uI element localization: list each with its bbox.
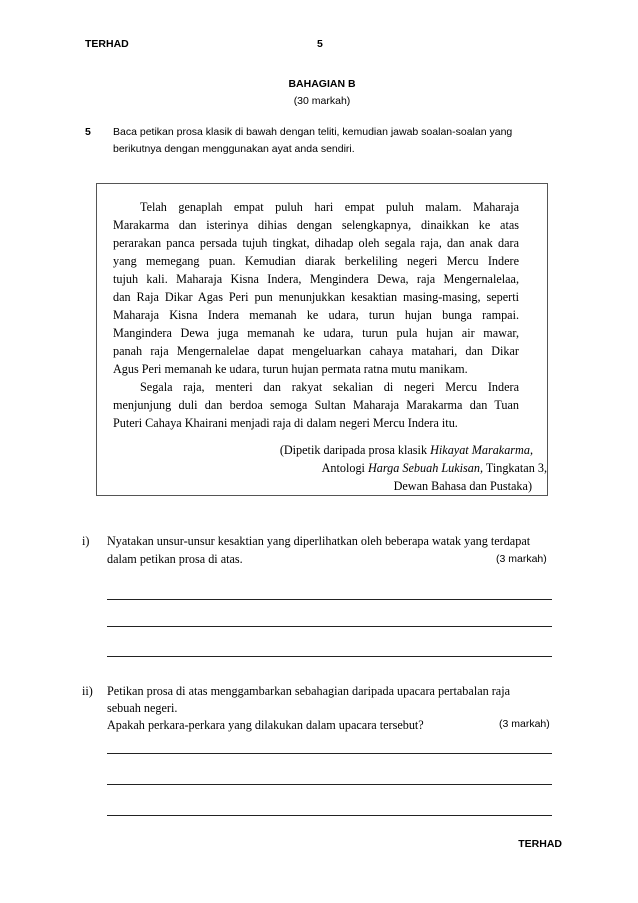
passage-line: Maharaja Kisna Indera memanah ke udara, turun hujan bunga rampai. bbox=[113, 308, 519, 322]
passage-line: Mangindera Dewa juga memanah ke udara, turun pula hujan air mawar, bbox=[113, 326, 519, 340]
section-marks: (30 markah) bbox=[293, 95, 351, 107]
question-instruction-line: Baca petikan prosa klasik di bawah dengan teliti, kemudian jawab soalan-soalan yang bbox=[113, 126, 513, 138]
answer-line[interactable] bbox=[107, 753, 552, 754]
answer-line[interactable] bbox=[107, 784, 552, 785]
page-number: 5 bbox=[317, 38, 323, 50]
subquestion-label: ii) bbox=[82, 684, 93, 698]
answer-line[interactable] bbox=[107, 815, 552, 816]
passage-line: panah raja Mengernalelae dapat mengeluarkan cahaya matahari, dan Dikar bbox=[113, 344, 519, 358]
passage-line: Marakarma dan isterinya dihias dengan selengkapnya, dinaikkan ke atas bbox=[113, 218, 519, 232]
header-classification: TERHAD bbox=[85, 38, 129, 50]
passage-line: Agus Peri memanah ke udara, turun hujan permata ratna mutu manikam. bbox=[113, 362, 468, 376]
subquestion-marks: (3 markah) bbox=[499, 718, 550, 730]
question-instruction-line: berikutnya dengan menggunakan ayat anda sendiri. bbox=[113, 143, 355, 155]
passage-line: tujuh kali. Maharaja Kisna Indera, Mengindera Dewa, raja Mengernalelaa, bbox=[113, 272, 519, 286]
source-title: Harga Sebuah Lukisan, bbox=[368, 461, 483, 475]
subquestion-marks: (3 markah) bbox=[496, 553, 547, 565]
source-title: Hikayat Marakarma, bbox=[430, 443, 533, 457]
subquestion-label: i) bbox=[82, 534, 90, 548]
passage-line: dan Raja Dikar Agas Peri pun menunjukkan kesaktian masing-masing, seperti bbox=[113, 290, 519, 304]
answer-line[interactable] bbox=[107, 599, 552, 600]
passage-line: yang memegang puan. Kemudian diarak berkeliling negeri Mercu Indere bbox=[113, 254, 519, 268]
passage-line: perarakan panca persada tujuh tingkat, dihadap oleh segala raja, dan anak dara bbox=[113, 236, 519, 250]
question-number: 5 bbox=[85, 126, 91, 138]
subquestion-text: dalam petikan prosa di atas. bbox=[107, 552, 243, 566]
answer-line[interactable] bbox=[107, 656, 552, 657]
source-prefix: Antologi bbox=[321, 461, 368, 475]
subquestion-text: Nyatakan unsur-unsur kesaktian yang diperlihatkan oleh beberapa watak yang terdapat bbox=[107, 534, 531, 548]
passage-line: Telah genaplah empat puluh hari empat puluh malam. Maharaja bbox=[140, 200, 519, 214]
subquestion-text: Petikan prosa di atas menggambarkan sebahagian daripada upacara pertabalan raja bbox=[107, 684, 511, 698]
passage-line: Puteri Cahaya Khairani menjadi raja di dalam negeri Mercu Indera itu. bbox=[113, 416, 458, 430]
source-prefix: (Dipetik daripada prosa klasik bbox=[279, 443, 431, 457]
subquestion-text: Apakah perkara-perkara yang dilakukan dalam upacara tersebut? bbox=[107, 718, 424, 732]
footer-classification: TERHAD bbox=[518, 838, 562, 850]
passage-line: menjunjung duli dan berdoa semoga Sultan Maharaja Marakarma dan Tuan bbox=[113, 398, 519, 412]
subquestion-text: sebuah negeri. bbox=[107, 701, 178, 715]
answer-line[interactable] bbox=[107, 626, 552, 627]
section-title: BAHAGIAN B bbox=[288, 78, 356, 90]
passage-source-line bbox=[280, 443, 533, 458]
passage-source-line bbox=[322, 461, 547, 476]
passage-source-line: Dewan Bahasa dan Pustaka) bbox=[393, 479, 532, 493]
passage-line: Segala raja, menteri dan rakyat sekalian di negeri Mercu Indera bbox=[140, 380, 519, 394]
source-suffix: Tingkatan 3, bbox=[483, 461, 547, 475]
